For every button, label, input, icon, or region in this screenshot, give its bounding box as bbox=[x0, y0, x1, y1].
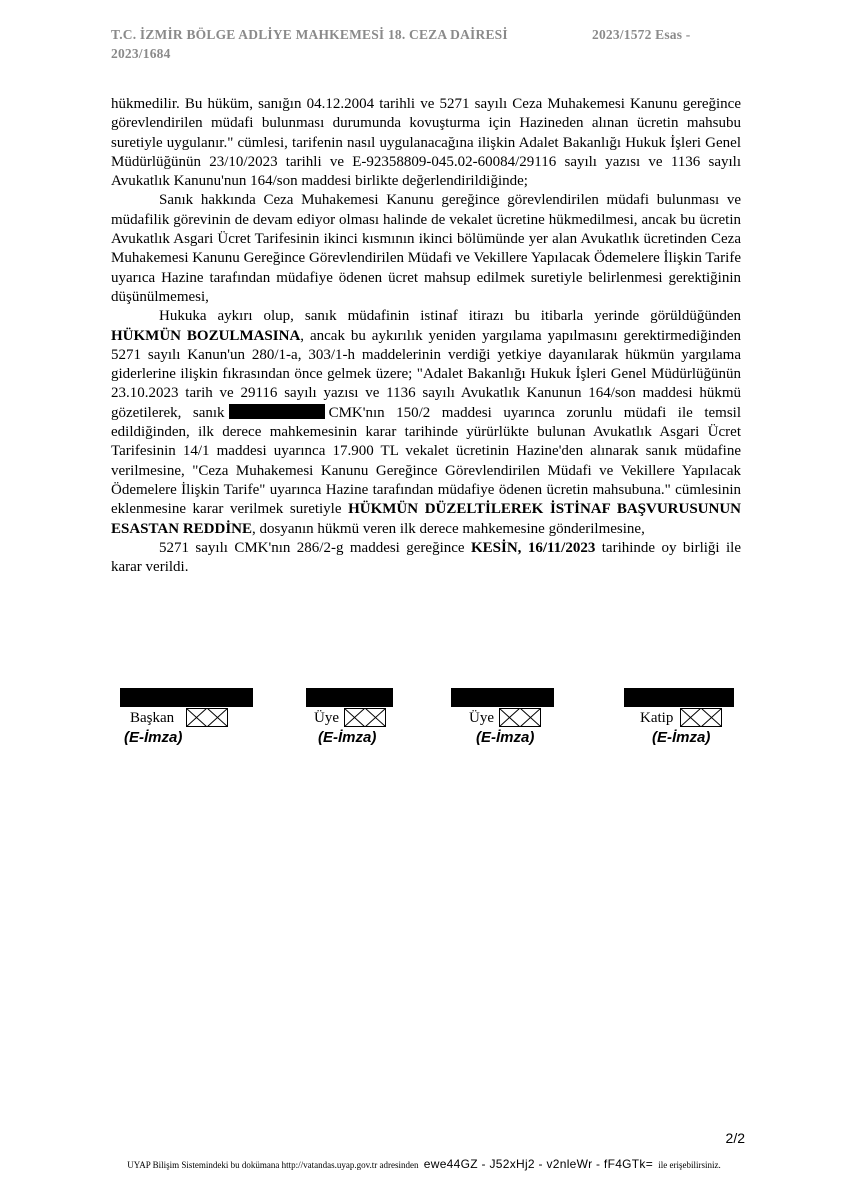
document-body bbox=[111, 95, 741, 577]
hukmun-bozulmasina: HÜKMÜN BOZULMASINA bbox=[111, 327, 301, 344]
signature-title: Üye bbox=[469, 710, 494, 726]
redacted-name-bar bbox=[624, 688, 734, 707]
e-imza-label: (E-İmza) bbox=[476, 729, 535, 746]
signature-title: Üye bbox=[314, 710, 339, 726]
page-number: 2/2 bbox=[725, 1130, 745, 1146]
signature-block bbox=[0, 688, 848, 758]
p4-text-c: tarihinde oy birliği ile karar verildi. bbox=[111, 539, 741, 576]
paragraph-1: hükmedilir. Bu hüküm, sanığın 04.12.2004 tarihli ve 5271 sayılı Ceza Muhakemesi Kanunu gereğince görevlendirilen müdafi bulunması durumunda kovuşturma için Hazineden alınan ücretin mahsubu suretiyle uygulanır." cümlesi, tarifenin nasıl uygulanacağına ilişkin Adalet Bakanlığı Hukuk İşleri Genel Müdürlüğünün 23/10/2023 tarihli ve E-92358809-045.02-60084/29116 sayılı yazısı ve 1136 sayılı Avukatlık Kanunu'nun 164/son maddesi birlikte değerlendirildiğinde; bbox=[111, 96, 741, 190]
p3-text-f: , dosyanın hükmü veren ilk derece mahkemesine gönderilmesine, bbox=[252, 520, 645, 537]
footer-prefix: UYAP Bilişim Sistemindeki bu dokümana http://vatandas.uyap.gov.tr adresinden bbox=[127, 1160, 419, 1170]
p3-text-c: , ancak bu aykırılık yeniden yargılama yapılmasını gerektirmediğinden 5271 sayılı Kanun'un 280/1-a, 303/1-h maddelerinin verdiği yetkiye dayanılarak hükmün yargılama giderlerine ilişkin fıkrasından önce gelmek üzere; "Adalet Bakanlığı Hukuk İşleri Genel Müdürlüğünün 23.10.2023 tarih ve 29116 sayılı yazısı ve 1136 sayılı Avukatlık Kanunun 164/son maddesi hükmü gözetilerek, sanık bbox=[111, 327, 741, 421]
signature-title: Başkan bbox=[130, 710, 175, 726]
e-imza-label: (E-İmza) bbox=[124, 729, 183, 746]
verdict-bold: HÜKMÜN DÜZELTİLEREK İSTİNAF BAŞVURUSUNUN ESASTAN REDDİNE bbox=[111, 501, 742, 537]
redacted-seal-icon bbox=[186, 708, 228, 727]
footer-suffix: ile erişebilirsiniz. bbox=[658, 1160, 721, 1170]
court-name: T.C. İZMİR BÖLGE ADLİYE MAHKEMESİ 18. CEZA DAİRESİ bbox=[111, 27, 508, 42]
redacted-seal-icon bbox=[344, 708, 386, 727]
esas-number: 2023/1572 Esas - bbox=[592, 27, 691, 42]
redacted-seal-icon bbox=[680, 708, 722, 727]
p4-text-a: 5271 sayılı CMK'nın 286/2-g maddesi gereğince bbox=[159, 539, 471, 556]
paragraph-3 bbox=[111, 307, 741, 539]
e-imza-label: (E-İmza) bbox=[318, 729, 377, 746]
signature-title: Katip bbox=[640, 710, 674, 726]
document-header bbox=[111, 25, 731, 63]
paragraph-4 bbox=[111, 539, 741, 578]
redacted-name-bar bbox=[451, 688, 554, 707]
e-imza-label: (E-İmza) bbox=[652, 729, 711, 746]
kesin-date: KESİN, 16/11/2023 bbox=[470, 539, 596, 556]
redacted-name bbox=[229, 404, 325, 419]
p3-text-d: CMK'nın 150/2 maddesi uyarınca zorunlu müdafi ile temsil edildiğinden, ilk derece mahkemesinin karar tarihinde yürürlükte bulunan Avukatlık Asgari Ücret Tarifesinin 14/1 maddesi uyarınca 17.900 TL vekalet ücretinin Hazine'den alınarak sanık müdafine verilmesine, "Ceza Muhakemesi Kanunu Gereğince Görevlendirilen Müdafi ve Vekillere Yapılacak Ödemelere İlişkin Tarife" uyarınca Hazine tarafından müdafiye ödenen ücretin mahsubuna." cümlesinin eklenmesine karar verilmek suretiyle bbox=[111, 404, 741, 518]
redacted-seal-icon bbox=[499, 708, 541, 727]
verification-code: ewe44GZ - J52xHj2 - v2nleWr - fF4GTk= bbox=[423, 1157, 654, 1171]
redacted-name-bar bbox=[120, 688, 253, 707]
karar-number: 2023/1684 bbox=[111, 46, 171, 61]
p3-text-a: Hukuka aykırı olup, sanık müdafinin istinaf itirazı bu itibarla yerinde görüldüğünden bbox=[159, 308, 741, 325]
footer bbox=[0, 1157, 848, 1171]
paragraph-2: Sanık hakkında Ceza Muhakemesi Kanunu gereğince görevlendirilen müdafi bulunması ve müdafilik görevinin de devam ediyor olması halinde de vekalet ücretine hükmedilmesi, ancak bu ücretin Avukatlık Asgari Ücret Tarifesinin ikinci kısmının ikinci bölümünde yer alan Avukatlık ücretinden Ceza Muhakemesi Kanunu Gereğince Görevlendirilen Müdafi ve Vekillere Yapılacak Ödemelere İlişkin Tarife uyarıca Hazine tarafından müdafiye ödenen ücret mahsup edilmek suretiyle belirlenmesi gerektiğinin düşünülmemesi, bbox=[111, 192, 741, 305]
redacted-name-bar bbox=[306, 688, 393, 707]
